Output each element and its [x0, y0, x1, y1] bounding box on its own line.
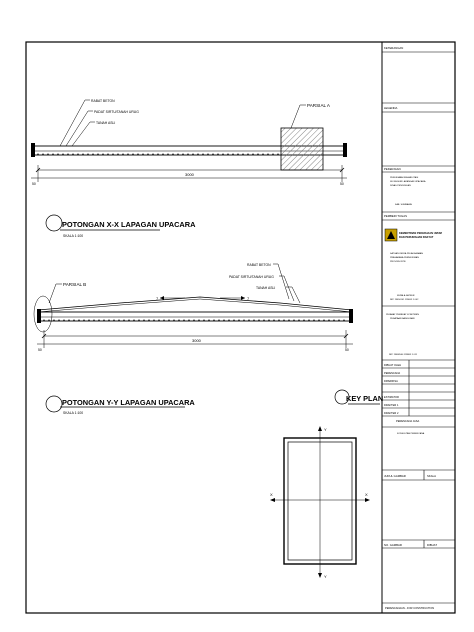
key-plan-title: KEY PLAN: [346, 394, 384, 403]
tb-pekerjaan-line-3: DINAS PENDIDIKAN: [390, 185, 411, 187]
aggregate-dot: [167, 154, 168, 155]
tb-ppk-1: PEJABAT PEMBUAT KOMITMEN: [386, 314, 419, 316]
aggregate-dot: [208, 320, 209, 321]
aggregate-dot: [97, 154, 98, 155]
section-y-labels: [38, 263, 349, 415]
arrow-x-right: [365, 498, 370, 502]
aggregate-dot: [207, 154, 208, 155]
aggregate-dot: [142, 154, 143, 155]
section-y-scale: SKALA 1:100: [63, 411, 84, 415]
aggregate-dot: [283, 320, 284, 321]
title-block-text: [384, 46, 442, 610]
tb-officer-2: NIP. 19650101 199003 1 002: [390, 299, 419, 301]
arrow-x-left: [270, 498, 275, 502]
section-y-slope-left: 7: [156, 296, 159, 301]
aggregate-dot: [42, 154, 43, 155]
aggregate-dot: [83, 320, 84, 321]
aggregate-dot: [187, 154, 188, 155]
aggregate-dot: [138, 320, 139, 321]
tb-no-gambar: NO. GAMBAR: [384, 543, 402, 547]
tb-legenda: LEGENDA: [384, 106, 398, 110]
tb-row-4: ESTIMATOR: [384, 396, 399, 399]
aggregate-dot: [323, 320, 324, 321]
section-x-end-dim-left: 50: [32, 182, 36, 186]
section-y-label-1: RABAT BETON: [247, 263, 271, 267]
aggregate-dot: [303, 320, 304, 321]
section-y-dimension: 3000: [192, 338, 201, 343]
aggregate-dot: [147, 154, 148, 155]
section-x-dimension: 3000: [185, 172, 194, 177]
aggregate-dot: [162, 154, 163, 155]
tb-program-2: PRASARANA PERMUKIMAN: [390, 257, 419, 259]
tb-keterangan: KETERANGAN: [384, 46, 404, 50]
slab-y: [38, 312, 352, 321]
section-y-label-2: PADAT SIRTU/TANAH URUG: [229, 275, 274, 279]
tb-pekerjaan: PEKERJAAN: [384, 167, 401, 171]
section-x-label-1: RABAT BETON: [91, 99, 115, 103]
aggregate-dot: [53, 320, 54, 321]
section-y-label-3: TANAH ASLI: [256, 286, 276, 290]
aggregate-dot: [218, 320, 219, 321]
tb-row-6: DRAFTER 2: [384, 412, 399, 415]
tb-ministry-2: DAN PERUMAHAN RAKYAT: [399, 236, 434, 239]
aggregate-dot: [298, 320, 299, 321]
ministry-logo: [385, 229, 397, 241]
aggregate-dot: [173, 320, 174, 321]
aggregate-dot: [253, 320, 254, 321]
aggregate-dot: [132, 154, 133, 155]
aggregate-dot: [338, 320, 339, 321]
tb-judul-gambar: JUDUL GAMBAR: [384, 474, 406, 478]
aggregate-dot: [217, 154, 218, 155]
aggregate-dot: [228, 320, 229, 321]
aggregate-dot: [87, 154, 88, 155]
aggregate-dot: [308, 320, 309, 321]
aggregate-dot: [238, 320, 239, 321]
aggregate-dot: [257, 154, 258, 155]
aggregate-dot: [72, 154, 73, 155]
title-block-lines: [382, 52, 455, 603]
aggregate-dot: [98, 320, 99, 321]
aggregate-dot: [148, 320, 149, 321]
aggregate-dot: [203, 320, 204, 321]
section-x-scale: SKALA 1:100: [63, 234, 84, 238]
tb-konsultan: PERENCANA JASA: [396, 420, 420, 423]
aggregate-dot: [103, 320, 104, 321]
section-y-end-dim-left: 50: [38, 348, 42, 352]
aggregate-dot: [293, 320, 294, 321]
key-plan-x-left: X: [270, 492, 273, 497]
key-plan: [270, 390, 383, 579]
aggregate-dot: [122, 154, 123, 155]
aggregate-dot: [63, 320, 64, 321]
aggregate-dot: [252, 154, 253, 155]
title-block-frame: [382, 42, 455, 613]
tb-ministry-1: KEMENTRIAN PEKERJAAN UMUM: [399, 232, 442, 235]
section-y-slope-right: 7: [247, 296, 250, 301]
aggregate-dot: [172, 154, 173, 155]
aggregate-dot: [248, 320, 249, 321]
tb-skala: SKALA: [427, 474, 437, 478]
tb-row-1: DIBUAT OLEH: [384, 364, 402, 367]
aggregate-dot: [197, 154, 198, 155]
aggregate-dot: [222, 154, 223, 155]
aggregate-dot: [78, 320, 79, 321]
tb-footer: PERENCANAAN - FOR CONSTRUCTION: [385, 607, 435, 610]
tb-sign: NIP. 19680504 199803 1 011: [389, 354, 418, 356]
tb-pekerjaan-line-2: SD NEGERI LAPANGAN UPACARA: [390, 181, 426, 183]
tb-pemberi-tugas: PEMBERI TUGAS: [384, 214, 407, 218]
aggregate-dot: [202, 154, 203, 155]
aggregate-dot: [68, 320, 69, 321]
aggregate-dot: [177, 154, 178, 155]
arrow-y-bottom: [318, 573, 322, 578]
aggregate-dot: [102, 154, 103, 155]
aggregate-dot: [182, 154, 183, 155]
aggregate-dot: [92, 154, 93, 155]
aggregate-dot: [178, 320, 179, 321]
section-y-end-dim-right: 50: [345, 348, 349, 352]
aggregate-dot: [143, 320, 144, 321]
aggregate-dot: [107, 154, 108, 155]
aggregate-dot: [263, 320, 264, 321]
section-x-end-dim-right: 50: [340, 182, 344, 186]
aggregate-dot: [113, 320, 114, 321]
aggregate-dot: [212, 154, 213, 155]
section-x-label-3: TANAH ASLI: [96, 121, 116, 125]
aggregate-dot: [73, 320, 74, 321]
aggregate-dot: [127, 154, 128, 155]
aggregate-dot: [188, 320, 189, 321]
aggregate-dot: [157, 154, 158, 155]
aggregate-dot: [52, 154, 53, 155]
tb-row-2: PERENCANA: [384, 372, 401, 375]
aggregate-dot: [313, 320, 314, 321]
aggregate-dot: [198, 320, 199, 321]
aggregate-dot: [272, 154, 273, 155]
tb-row-3: DIPERIKSA: [384, 380, 398, 383]
sheet-border: [26, 42, 455, 613]
arrow-y-top: [318, 426, 322, 431]
tb-program-3: PROVINSI NTB: [390, 261, 406, 263]
aggregate-dot: [288, 320, 289, 321]
section-x-drawing: [31, 100, 347, 231]
aggregate-dot: [262, 154, 263, 155]
aggregate-dot: [82, 154, 83, 155]
aggregate-dot: [243, 320, 244, 321]
key-plan-y-top: Y: [324, 427, 327, 432]
partial-a-box: [281, 128, 323, 170]
aggregate-dot: [227, 154, 228, 155]
tb-dibuat: DIBUAT: [427, 543, 438, 547]
section-y-partial-label: PARSIAL B: [63, 282, 87, 287]
tb-location: KAB. SUMBAWA: [395, 204, 412, 206]
tb-officer-1: KEPALA SATKER: [397, 295, 415, 297]
key-plan-x-right: X: [365, 492, 368, 497]
aggregate-dot: [232, 154, 233, 155]
tb-konsultan-line: KONSULTAN PERENCANA: [397, 433, 425, 435]
aggregate-dot: [93, 320, 94, 321]
aggregate-dot: [57, 154, 58, 155]
aggregate-dot: [152, 154, 153, 155]
section-x-partial-label: PARSIAL A: [307, 103, 330, 108]
aggregate-dot: [213, 320, 214, 321]
aggregate-dot: [277, 154, 278, 155]
aggregate-dot: [268, 320, 269, 321]
aggregate-dot: [47, 154, 48, 155]
aggregate-dot: [58, 320, 59, 321]
aggregate-dot: [117, 154, 118, 155]
aggregate-dot: [118, 320, 119, 321]
aggregate-dot: [112, 154, 113, 155]
aggregate-dot: [137, 154, 138, 155]
aggregate-dot: [183, 320, 184, 321]
aggregate-dot: [153, 320, 154, 321]
aggregate-dot: [37, 154, 38, 155]
slab-y-texture: [43, 320, 344, 321]
aggregate-dot: [328, 320, 329, 321]
aggregate-dot: [163, 320, 164, 321]
aggregate-dot: [67, 154, 68, 155]
aggregate-dot: [48, 320, 49, 321]
aggregate-dot: [247, 154, 248, 155]
aggregate-dot: [273, 320, 274, 321]
aggregate-dot: [192, 154, 193, 155]
aggregate-dot: [128, 320, 129, 321]
aggregate-dot: [343, 320, 344, 321]
section-x-marker: [46, 215, 62, 231]
section-x-label-2: PADAT SIRTU/TANAH URUG: [94, 110, 139, 114]
key-plan-y-bottom: Y: [324, 574, 327, 579]
aggregate-dot: [267, 154, 268, 155]
aggregate-dot: [123, 320, 124, 321]
aggregate-dot: [43, 320, 44, 321]
aggregate-dot: [193, 320, 194, 321]
aggregate-dot: [158, 320, 159, 321]
aggregate-dot: [278, 320, 279, 321]
tb-row-5: DRAFTER 1: [384, 404, 399, 407]
aggregate-dot: [88, 320, 89, 321]
aggregate-dot: [108, 320, 109, 321]
aggregate-dot: [168, 320, 169, 321]
aggregate-dot: [258, 320, 259, 321]
aggregate-dot: [62, 154, 63, 155]
section-y-marker: [46, 396, 62, 412]
aggregate-dot: [77, 154, 78, 155]
aggregate-dot: [318, 320, 319, 321]
aggregate-dot: [237, 154, 238, 155]
aggregate-dot: [242, 154, 243, 155]
section-x-title: POTONGAN X-X LAPAGAN UPACARA: [62, 220, 196, 229]
section-y-title: POTONGAN Y-Y LAPAGAN UPACARA: [62, 398, 195, 407]
aggregate-dot: [133, 320, 134, 321]
aggregate-dot: [333, 320, 334, 321]
tb-pekerjaan-line-1: PEKERJAAN REHABILITASI: [390, 177, 419, 179]
tb-ppk-2: PENATAAN BANGUNAN: [390, 318, 415, 320]
aggregate-dot: [223, 320, 224, 321]
tb-program-1: SATUAN KERJA PELAKSANAAN: [390, 253, 423, 255]
aggregate-dot: [233, 320, 234, 321]
